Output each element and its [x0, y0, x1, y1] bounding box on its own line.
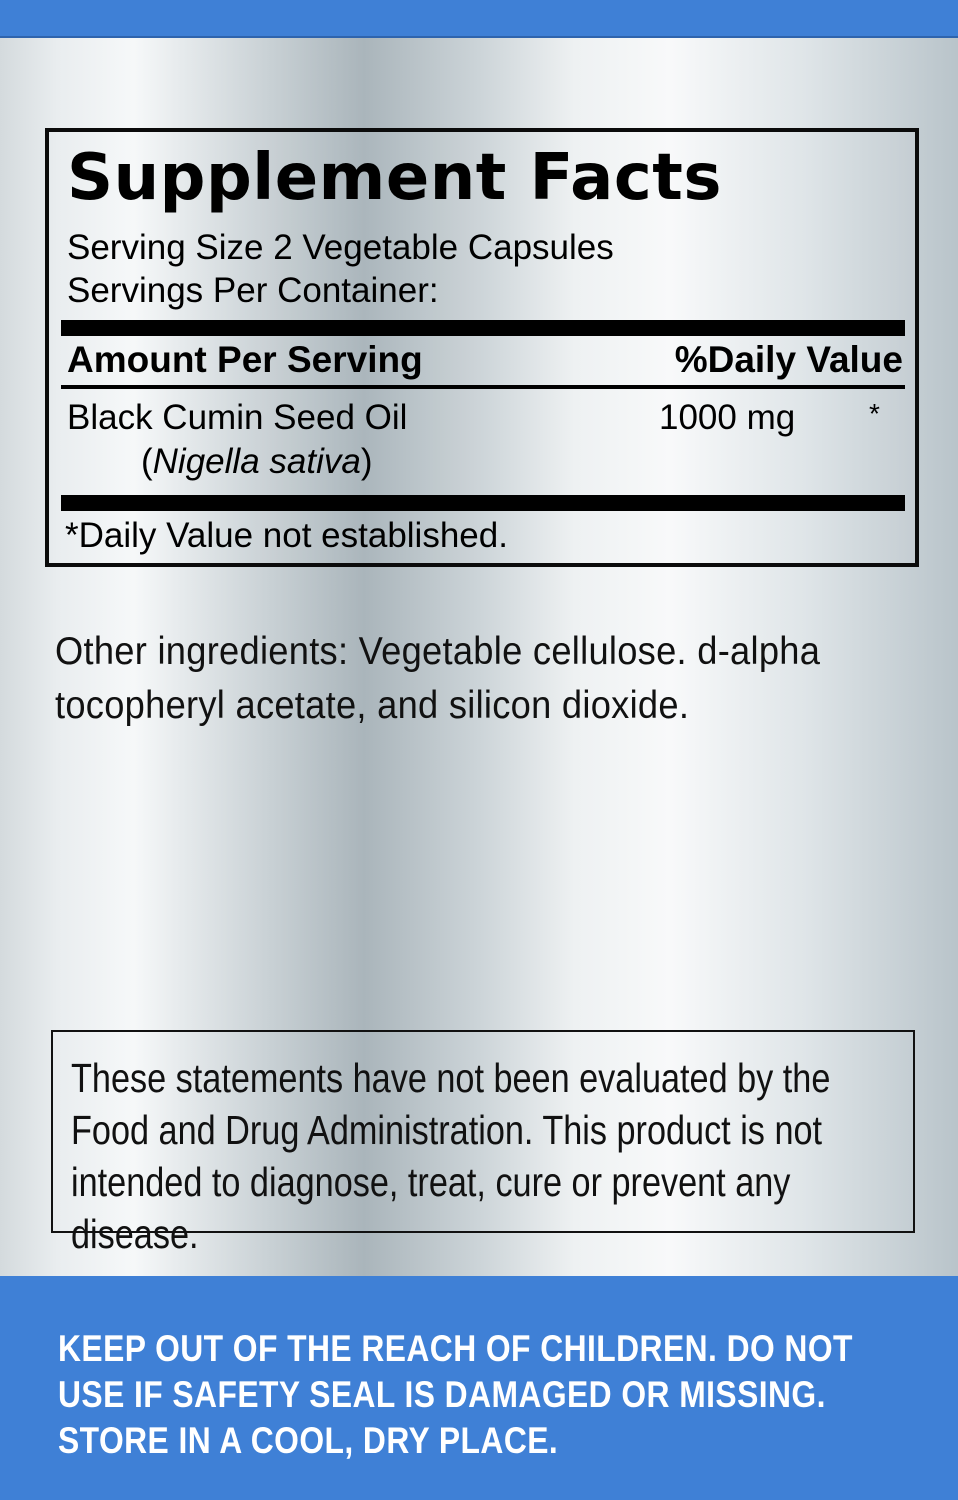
thin-divider — [61, 385, 905, 389]
fda-disclaimer-text: These statements have not been evaluated by the Food and Drug Administration. This product is not intended to diagnose, treat, cure or prevent any disease. — [71, 1055, 831, 1257]
thick-divider-bottom — [61, 495, 905, 511]
daily-value-footnote: *Daily Value not established. — [65, 516, 508, 555]
ingredient-amount: 1000 mg — [659, 398, 796, 437]
warning-text: KEEP OUT OF THE REACH OF CHILDREN. DO NOT USE IF SAFETY SEAL IS DAMAGED OR MISSING. STORE IN A COOL, DRY PLACE. — [58, 1328, 853, 1461]
supplement-facts-panel — [45, 128, 919, 567]
servings-per-container: Servings Per Container: — [67, 271, 439, 310]
top-color-band — [0, 0, 958, 38]
ingredient-latin-name: (Nigella sativa) — [141, 442, 373, 481]
amount-per-serving-header: Amount Per Serving — [67, 339, 423, 380]
fda-disclaimer-box — [51, 1030, 915, 1257]
daily-value-header: %Daily Value — [674, 339, 903, 380]
facts-title: Supplement Facts — [67, 141, 722, 215]
warning-band — [0, 1276, 958, 1500]
ingredient-daily-value: * — [869, 398, 880, 429]
other-ingredients: Other ingredients: Vegetable cellulose. d-alpha tocopheryl acetate, and silicon dioxide. — [55, 630, 821, 727]
serving-size: Serving Size 2 Vegetable Capsules — [67, 228, 614, 267]
ingredient-name: Black Cumin Seed Oil — [67, 398, 408, 437]
thick-divider — [61, 320, 905, 336]
